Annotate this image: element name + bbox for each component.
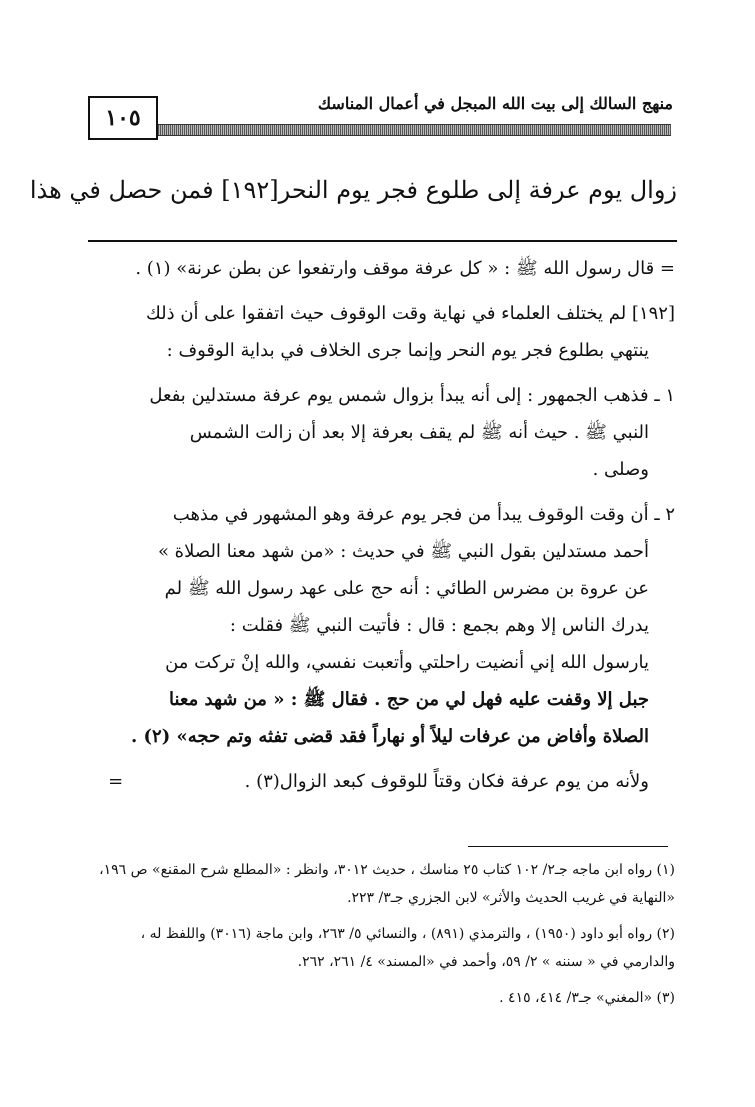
note-item-2-line-2: أحمد مستدلين بقول النبي ﷺ في حديث : «من شهد معنا الصلاة » (157, 541, 649, 562)
note-item-1-line-3: وصلى . (592, 459, 649, 480)
main-text-divider (88, 240, 677, 242)
note-192-line-1: [١٩٢] لم يختلف العلماء في نهاية وقت الوقوف حيث اتفقوا على أن ذلك (145, 303, 675, 324)
footnote-divider (468, 846, 668, 847)
note-continuation: = قال رسول الله ﷺ : « كل عرفة موقف وارتفعوا عن بطن عرنة» (١) . (135, 258, 675, 279)
note-item-2-line-6: جبل إلا وقفت عليه فهل لي من حج . فقال ﷺ : « من شهد معنا (168, 689, 649, 710)
note-item-1-line-2: النبي ﷺ . حيث أنه ﷺ لم يقف بعرفة إلا بعد أن زالت الشمس (189, 422, 649, 443)
note-item-2-line-7: الصلاة وأفاض من عرفات ليلاً أو نهاراً فقد قضى تفثه وتم حجه» (٢) . (130, 726, 649, 747)
note-item-2-line-1: ٢ ـ أن وقت الوقوف يبدأ من فجر يوم عرفة وهو المشهور في مذهب (172, 504, 675, 525)
note-item-2-line-5: يارسول الله إني أنضيت راحلتي وأتعبت نفسي، والله إنْ تركت من (165, 652, 649, 673)
footnote-2: (٢) رواه أبو داود (١٩٥٠) ، والترمذي (٨٩١) ، والنسائي ٥/ ٢٦٣، وابن ماجة (٣٠١٦) واللفظ له ، والدارمي في « سننه » ٢/ ٥٩، وأحمد في «المسند» ٤/ ٢٦١، ٢٦٢. (140, 926, 675, 970)
footnote-1: (١) رواه ابن ماجه جـ٢/ ١٠٢ كتاب ٢٥ مناسك ، حديث ٣٠١٢، وانظر : «المطلع شرح المقنع» ص ١٩٦، «النهاية في غريب الحديث والأثر» لابن الجزري جـ٣/ ٢٢٣. (99, 862, 675, 906)
note-item-2-line-3: عن عروة بن مضرس الطائي : أنه حج على عهد رسول الله ﷺ لم (164, 578, 649, 599)
note-192-line-2: ينتهي بطلوع فجر يوم النحر وإنما جرى الخلاف في بداية الوقوف : (166, 340, 649, 361)
note-item-2-line-4: يدرك الناس إلا وهم بجمع : قال : فأتيت النبي ﷺ فقلت : (229, 615, 649, 636)
note-item-1-line-1: ١ ـ فذهب الجمهور : إلى أنه يبدأ بزوال شمس يوم عرفة مستدلين بفعل (149, 385, 675, 406)
main-text-line: زوال يوم عرفة إلى طلوع فجر يوم النحر[١٩٢] فمن حصل في هذا (29, 176, 677, 204)
note-last-line (85, 763, 675, 800)
footnotes (85, 856, 675, 1020)
header-ornamental-rule (158, 124, 671, 136)
running-header-title: منهج السالك إلى بيت الله المبجل في أعمال المناسك (317, 94, 673, 113)
note-last-line-text: ولأنه من يوم عرفة فكان وقتاً للوقوف كبعد الزوال(٣) . (244, 771, 649, 792)
commentary-notes (85, 250, 675, 800)
continuation-mark: = (108, 771, 124, 792)
footnote-3: (٣) «المغني» جـ٣/ ٤١٤، ٤١٥ . (499, 990, 675, 1006)
page-number: ١٠٥ (88, 96, 158, 140)
